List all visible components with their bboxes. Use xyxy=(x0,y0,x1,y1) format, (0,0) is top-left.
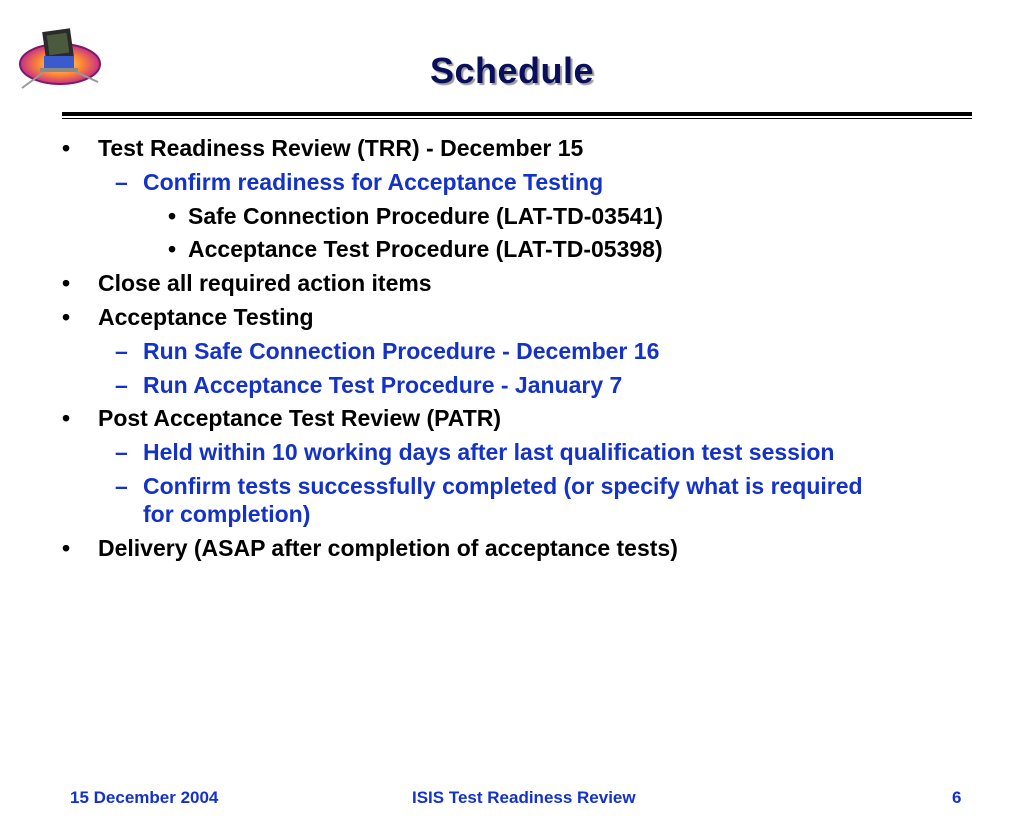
dash-marker: – xyxy=(115,473,128,499)
list-item-text: Safe Connection Procedure (LAT-TD-03541) xyxy=(188,203,663,229)
list-item-text: Close all required action items xyxy=(98,270,432,296)
dash-marker: – xyxy=(115,169,128,195)
page-title: Schedule xyxy=(429,50,595,91)
list-item-text: Run Safe Connection Procedure - December 16 xyxy=(143,338,660,364)
bullet-marker: • xyxy=(168,236,177,262)
dash-marker: – xyxy=(115,338,128,364)
list-item-text: Run Acceptance Test Procedure - January 7 xyxy=(143,372,623,398)
page-number: 6 xyxy=(952,788,962,807)
footer-date: 15 December 2004 xyxy=(70,788,219,807)
list-item-text: Confirm readiness for Acceptance Testing xyxy=(143,169,604,195)
bullet-marker: • xyxy=(62,270,71,296)
bullet-marker: • xyxy=(62,535,71,561)
list-item-text: Held within 10 working days after last qualification test session xyxy=(143,439,835,465)
title-divider-thick xyxy=(62,112,972,116)
bullet-marker: • xyxy=(168,203,177,229)
list-item-text: Acceptance Test Procedure (LAT-TD-05398) xyxy=(188,236,663,262)
list-item-text: Confirm tests successfully completed (or specify what is required xyxy=(143,473,863,499)
bullet-marker: • xyxy=(62,135,71,161)
list-item-text: Test Readiness Review (TRR) - December 15 xyxy=(98,135,584,161)
bullet-marker: • xyxy=(62,405,71,431)
list-item-text: Delivery (ASAP after completion of acceptance tests) xyxy=(98,535,678,561)
footer-title: ISIS Test Readiness Review xyxy=(412,788,636,807)
title-divider-thin xyxy=(62,118,972,119)
bullet-marker: • xyxy=(62,304,71,330)
dash-marker: – xyxy=(115,439,128,465)
list-item-text: Post Acceptance Test Review (PATR) xyxy=(98,405,502,431)
dash-marker: – xyxy=(115,372,128,398)
list-item-text: for completion) xyxy=(143,501,311,527)
list-item-text: Acceptance Testing xyxy=(98,304,314,330)
